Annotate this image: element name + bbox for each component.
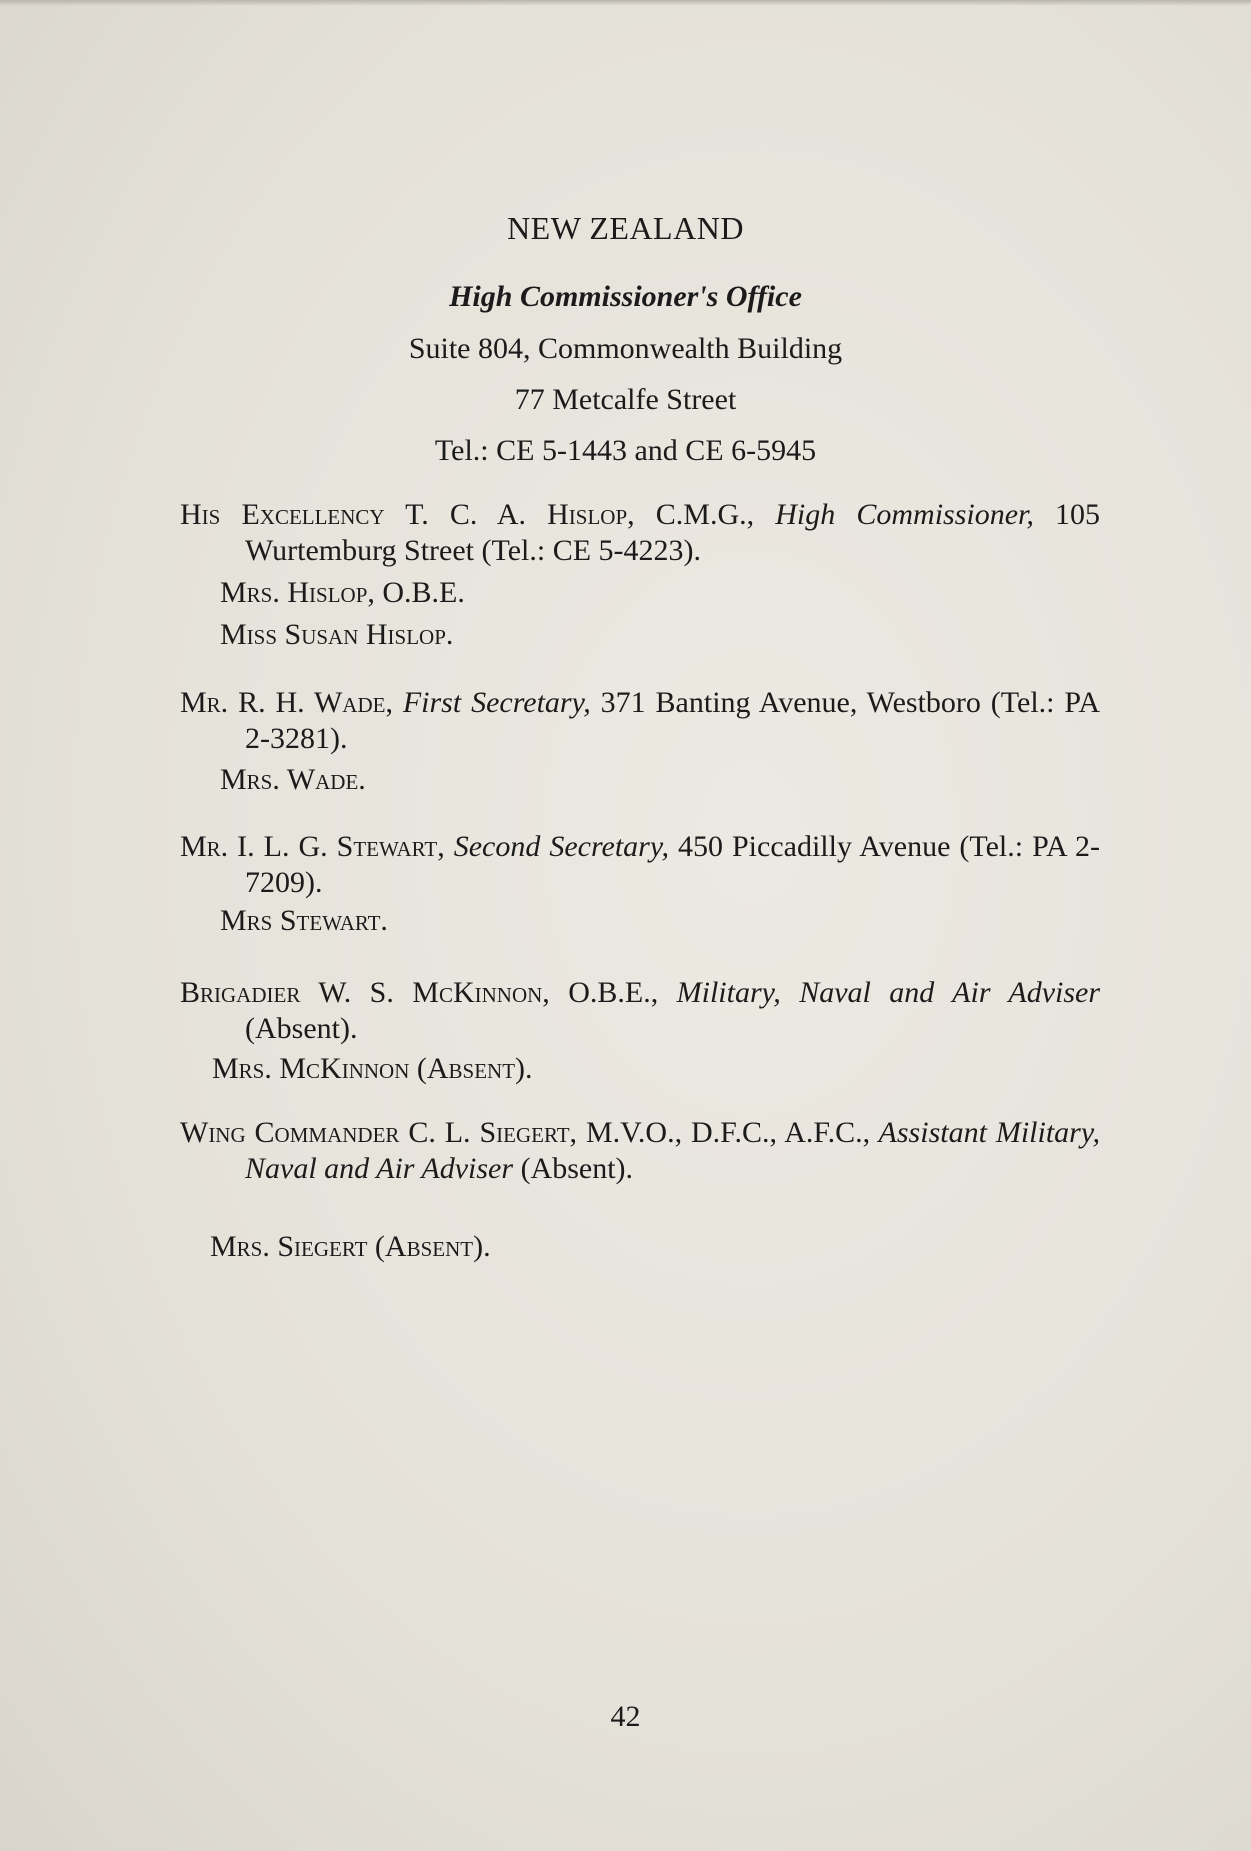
office-address-line1: Suite 804, Commonwealth Building bbox=[408, 332, 843, 365]
page-edge-shadow bbox=[0, 0, 1251, 6]
staff-position: First Secretary, bbox=[392, 686, 591, 719]
staff-honours: C.M.G., bbox=[634, 498, 755, 531]
page-number: 42 bbox=[610, 1700, 641, 1733]
staff-honours: O.B.E., bbox=[549, 976, 659, 1009]
family-member: Mrs. Siegert (Absent). bbox=[210, 1230, 491, 1263]
staff-name: Mr. I. L. G. Stewart, bbox=[180, 830, 445, 863]
family-member: Mrs. Hislop, O.B.E. bbox=[220, 576, 465, 609]
staff-details: 105 Wurtemburg Street (Tel.: CE 5-4223). bbox=[245, 498, 1101, 567]
staff-entry-3 bbox=[180, 829, 1100, 901]
staff-name: Brigadier W. S. McKinnon, bbox=[180, 976, 550, 1009]
staff-position: High Commissioner, bbox=[754, 498, 1034, 531]
staff-name: Wing Commander C. L. Siegert, bbox=[180, 1116, 578, 1149]
staff-details: 371 Banting Avenue, Westboro (Tel.: PA 2-3281). bbox=[245, 686, 1100, 755]
staff-name: His Excellency T. C. A. Hislop, bbox=[180, 498, 635, 531]
staff-name: Mr. R. H. Wade, bbox=[180, 686, 393, 719]
staff-entry-5 bbox=[180, 1115, 1100, 1187]
staff-details: 450 Piccadilly Avenue (Tel.: PA 2-7209). bbox=[245, 830, 1100, 899]
country-heading: NEW ZEALAND bbox=[507, 210, 744, 246]
staff-entry-1 bbox=[180, 497, 1100, 569]
staff-entry-4 bbox=[180, 975, 1100, 1047]
staff-details: (Absent). bbox=[513, 1152, 634, 1185]
staff-position: Assistant Military, Naval and Air Adviser bbox=[245, 1116, 1100, 1185]
staff-honours: M.V.O., D.F.C., A.F.C., bbox=[577, 1116, 871, 1149]
family-member: Mrs. McKinnon (Absent). bbox=[212, 1052, 533, 1085]
family-member: Miss Susan Hislop. bbox=[220, 618, 454, 651]
staff-details: (Absent). bbox=[245, 1012, 358, 1045]
office-name: High Commissioner's Office bbox=[449, 280, 802, 313]
family-member: Mrs Stewart. bbox=[220, 904, 388, 937]
office-telephone: Tel.: CE 5-1443 and CE 6-5945 bbox=[434, 434, 817, 467]
family-member: Mrs. Wade. bbox=[220, 763, 366, 796]
staff-position: Second Secretary, bbox=[444, 830, 670, 863]
staff-entry-2 bbox=[180, 685, 1100, 757]
office-address-line2: 77 Metcalfe Street bbox=[514, 383, 737, 416]
staff-position: Military, Naval and Air Adviser bbox=[658, 976, 1101, 1009]
